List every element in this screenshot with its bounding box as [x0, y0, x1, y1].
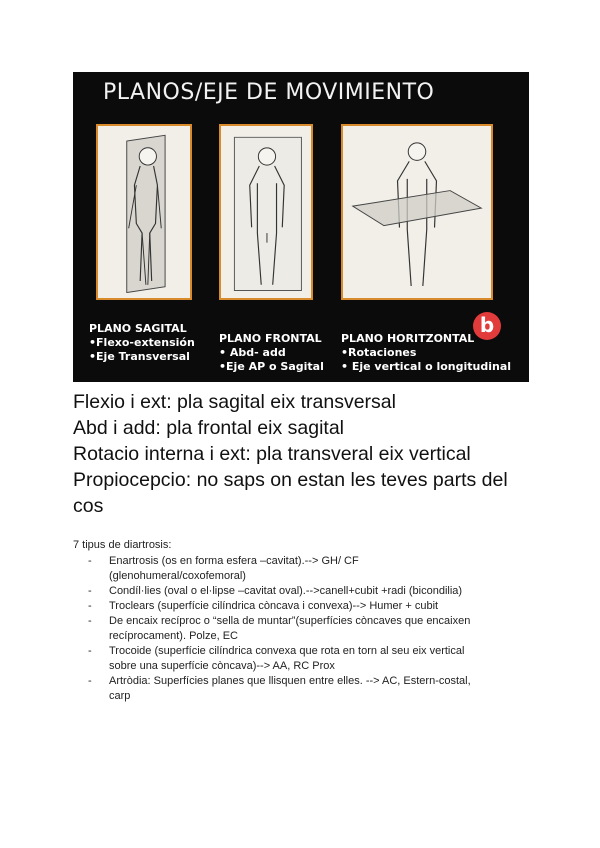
frontal-caption-heading: PLANO FRONTAL — [219, 332, 322, 345]
list-item-text: Artròdia: Superfícies planes que llisquen entre elles. --> AC, Estern-costal, — [109, 675, 471, 687]
list-item: - Trocoide (superfície cilíndrica convexa que rota en torn al seu eix vertical sobre una superfície còncava)--> AA, RC Prox — [88, 645, 465, 672]
horizontal-caption-line: •Rotaciones — [341, 346, 417, 359]
note-line: cos — [73, 495, 104, 517]
list-item-text: sobre una superfície còncava)--> AA, RC Prox — [109, 660, 335, 672]
slide-title: PLANOS/EJE DE MOVIMIENTO — [103, 80, 435, 105]
horizontal-plane-figure — [341, 124, 493, 300]
sagittal-caption-line: •Flexo-extensión — [89, 336, 195, 349]
note-line: Abd i add: pla frontal eix sagital — [73, 417, 345, 439]
notes-block — [73, 389, 543, 519]
sagittal-plane-figure — [96, 124, 192, 300]
horizontal-caption-heading: PLANO HORITZONTAL — [341, 332, 475, 345]
horizontal-figure-drawing — [343, 126, 491, 298]
list-item: - Troclears (superfície cilíndrica còncava i convexa)--> Humer + cubit — [88, 600, 439, 612]
list-item-text: Enartrosis (os en forma esfera –cavitat).--> GH/ CF — [109, 555, 359, 567]
diartrosis-heading: 7 tipus de diartrosis: — [73, 539, 172, 551]
list-item-text: (glenohumeral/coxofemoral) — [109, 570, 246, 582]
frontal-figure-drawing — [221, 126, 311, 298]
sagittal-caption-line: •Eje Transversal — [89, 350, 190, 363]
note-line: Propiocepcio: no saps on estan les teves parts del — [73, 469, 508, 491]
frontal-caption-line: • Abd- add — [219, 346, 286, 359]
sagittal-caption-heading: PLANO SAGITAL — [89, 322, 187, 335]
list-item: - Condíl·lies (oval o el·lipse –cavitat oval).-->canell+cubit +radi (bicondilia) — [88, 585, 463, 597]
frontal-plane-figure — [219, 124, 313, 300]
list-item: - De encaix recíproc o “sella de muntar”(superfícies còncaves que encaixen recíprocament). Polze, EC — [88, 615, 471, 642]
sagittal-figure-drawing — [98, 126, 190, 298]
horizontal-caption-line: • Eje vertical o longitudinal — [341, 360, 512, 373]
sagittal-caption — [89, 322, 195, 364]
list-item: - Enartrosis (os en forma esfera –cavitat).--> GH/ CF (glenohumeral/coxofemoral) — [88, 555, 359, 582]
brand-badge: b — [473, 312, 501, 340]
note-line: Rotacio interna i ext: pla transveral eix vertical — [73, 443, 471, 465]
list-item: - Artròdia: Superfícies planes que llisquen entre elles. --> AC, Estern-costal, carp — [88, 675, 471, 702]
diartrosis-list — [73, 554, 543, 704]
list-item-text: Trocoide (superfície cilíndrica convexa que rota en torn al seu eix vertical — [109, 645, 465, 657]
list-item-text: Troclears (superfície cilíndrica còncava i convexa)--> Humer + cubit — [109, 600, 439, 612]
frontal-caption — [219, 332, 324, 374]
list-item-text: carp — [109, 690, 131, 702]
diartrosis-section — [73, 538, 543, 704]
slide-image — [73, 72, 529, 382]
list-item-text: recíprocament). Polze, EC — [109, 630, 238, 642]
list-item-text: Condíl·lies (oval o el·lipse –cavitat oval).-->canell+cubit +radi (bicondilia) — [109, 585, 463, 597]
list-item-text: De encaix recíproc o “sella de muntar”(superfícies còncaves que encaixen — [109, 615, 471, 627]
note-line: Flexio i ext: pla sagital eix transversal — [73, 391, 396, 413]
frontal-caption-line: •Eje AP o Sagital — [219, 360, 324, 373]
